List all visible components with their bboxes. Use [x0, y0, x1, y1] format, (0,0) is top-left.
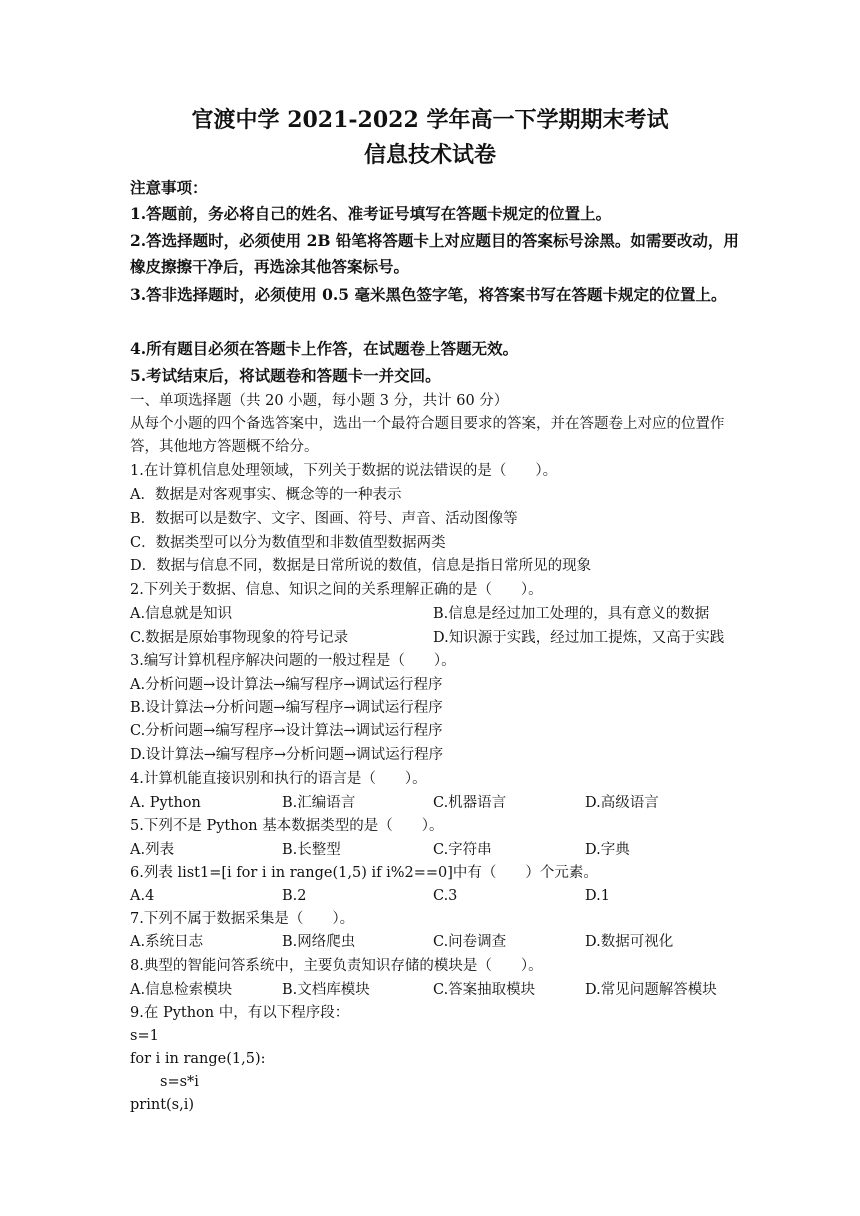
question-9-code-line-3: s=s*i: [160, 1074, 199, 1090]
question-2-option-d: D.知识源于实践，经过加工提炼，又高于实践: [433, 630, 725, 646]
notice-heading: 注意事项：: [130, 178, 208, 197]
question-5-stem: 5.下列不是 Python 基本数据类型的是（ ）。: [130, 818, 444, 834]
question-5-option-b: B.长整型: [282, 842, 341, 858]
question-1-option-a: A．数据是对客观事实、概念等的一种表示: [130, 487, 402, 503]
question-1-option-c: C．数据类型可以分为数值型和非数值型数据两类: [130, 535, 446, 551]
question-1-stem: 1.在计算机信息处理领域，下列关于数据的说法错误的是（ ）。: [130, 463, 558, 479]
question-7-option-d: D.数据可视化: [585, 934, 674, 950]
question-9-stem: 9.在 Python 中，有以下程序段：: [130, 1005, 350, 1021]
question-8-option-a: A.信息检索模块: [130, 982, 233, 998]
question-5-option-a: A.列表: [130, 842, 175, 858]
question-3-option-b: B.设计算法→分析问题→编写程序→调试运行程序: [130, 700, 443, 716]
question-1-option-b: B．数据可以是数字、文字、图画、符号、声音、活动图像等: [130, 511, 518, 527]
question-5-option-d: D.字典: [585, 842, 630, 858]
question-6-option-a: A.4: [130, 888, 155, 904]
question-7-option-a: A.系统日志: [130, 934, 204, 950]
exam-subtitle: 信息技术试卷: [363, 142, 496, 168]
question-8-option-b: B.文档库模块: [282, 982, 370, 998]
question-7-stem: 7.下列不属于数据采集是（ ）。: [130, 911, 355, 927]
exam-title: 官渡中学 2021-2022 学年高一下学期期末考试: [191, 107, 669, 133]
question-9-code-line-1: s=1: [130, 1028, 159, 1044]
notice-item-4: 4.所有题目必须在答题卡上作答，在试题卷上答题无效。: [130, 339, 519, 358]
question-2-option-a: A.信息就是知识: [130, 606, 233, 622]
question-8-option-d: D.常见问题解答模块: [585, 982, 717, 998]
question-5-option-c: C.字符串: [433, 842, 492, 858]
question-3-stem: 3.编写计算机程序解决问题的一般过程是（ ）。: [130, 653, 456, 669]
section-instruction: 从每个小题的四个备选答案中，选出一个最符合题目要求的答案，并在答题卷上对应的位置作答，其他地方答题概不给分。: [130, 416, 725, 455]
question-8-option-c: C.答案抽取模块: [433, 982, 536, 998]
question-1-option-d: D．数据与信息不同，数据是日常所说的数值，信息是指日常所见的现象: [130, 558, 592, 574]
question-2-option-b: B.信息是经过加工处理的，具有意义的数据: [433, 606, 710, 622]
question-3-option-a: A.分析问题→设计算法→编写程序→调试运行程序: [130, 677, 443, 693]
question-9-code-line-2: for i in range(1,5):: [130, 1051, 266, 1067]
question-3-option-d: D.设计算法→编写程序→分析问题→调试运行程序: [130, 747, 444, 763]
question-2-option-c: C.数据是原始事物现象的符号记录: [130, 630, 349, 646]
section-heading: 一、单项选择题（共 20 小题，每小题 3 分，共计 60 分）: [130, 393, 509, 409]
question-8-stem: 8.典型的智能问答系统中，主要负责知识存储的模块是（ ）。: [130, 958, 543, 974]
question-4-option-c: C.机器语言: [433, 795, 507, 811]
notice-item-2: 2.答选择题时，必须使用 2B 铅笔将答题卡上对应题目的答案标号涂黑。如需要改动，用橡皮擦擦干净后，再选涂其他答案标号。: [130, 231, 739, 276]
question-6-option-b: B.2: [282, 888, 307, 904]
notice-item-5: 5.考试结束后，将试题卷和答题卡一并交回。: [130, 366, 441, 385]
notice-item-1: 1.答题前，务必将自己的姓名、准考证号填写在答题卡规定的位置上。: [130, 204, 612, 223]
question-6-stem: 6.列表 list1=[i for i in range(1,5) if i%2==0]中有（ ）个元素。: [130, 865, 598, 881]
question-7-option-c: C.问卷调查: [433, 934, 507, 950]
notice-item-3: 3.答非选择题时，必须使用 0.5 毫米黑色签字笔，将答案书写在答题卡规定的位置上。: [130, 285, 727, 304]
question-2-stem: 2.下列关于数据、信息、知识之间的关系理解正确的是（ ）。: [130, 582, 543, 598]
question-4-option-d: D.高级语言: [585, 795, 659, 811]
question-6-option-c: C.3: [433, 888, 458, 904]
question-4-option-b: B.汇编语言: [282, 795, 356, 811]
question-6-option-d: D.1: [585, 888, 610, 904]
question-4-option-a: A. Python: [130, 795, 201, 811]
question-9-code-line-4: print(s,i): [130, 1097, 195, 1113]
question-3-option-c: C.分析问题→编写程序→设计算法→调试运行程序: [130, 723, 443, 739]
question-4-stem: 4.计算机能直接识别和执行的语言是（ ）。: [130, 771, 427, 787]
question-7-option-b: B.网络爬虫: [282, 934, 356, 950]
